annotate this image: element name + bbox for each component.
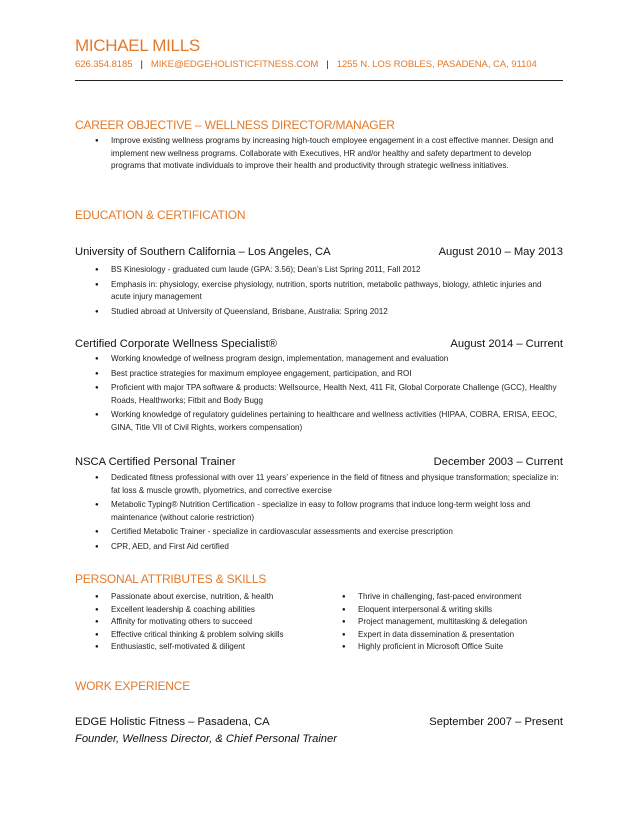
header-divider [75, 80, 563, 81]
list-item: ● Emphasis in: physiology, exercise physiology, nutrition, sports nutrition, metabolic pathways, biology, athletic injuries and acute injury management [95, 279, 563, 304]
job-role: Founder, Wellness Director, & Chief Personal Trainer [75, 733, 337, 745]
list-item: ● Highly proficient in Microsoft Office Suite [342, 641, 527, 654]
section-heading-objective: CAREER OBJECTIVE – WELLNESS DIRECTOR/MANAGER [75, 118, 395, 132]
list-item: ● Affinity for motivating others to succeed [95, 616, 284, 629]
skills-columns [95, 591, 563, 661]
contact-line [75, 59, 537, 70]
list-item: ● Passionate about exercise, nutrition, & health [95, 591, 284, 604]
list-item: ● BS Kinesiology - graduated cum laude (GPA: 3.56); Dean’s List Spring 2011, Fall 2012 [95, 264, 563, 277]
contact-separator: | [326, 59, 329, 70]
list-item: ● Dedicated fitness professional with over 11 years’ experience in the field of fitness and physique transformation; specialize in: fat loss & muscle growth, plyometrics, and corrective exercise [95, 472, 563, 497]
entry-edge-holistic [75, 716, 563, 728]
contact-separator: | [140, 59, 143, 70]
phone-number: 626.354.8185 [75, 59, 133, 70]
entry-title: Certified Corporate Wellness Specialist® [75, 338, 278, 350]
entry-title: EDGE Holistic Fitness – Pasadena, CA [75, 716, 270, 728]
mailing-address: 1255 N. LOS ROBLES, PASADENA, CA, 91104 [336, 59, 537, 70]
entry-title: University of Southern California – Los Angeles, CA [75, 246, 331, 258]
list-item: ● Best practice strategies for maximum employee engagement, participation, and ROI [95, 368, 563, 381]
entry-date: August 2010 – May 2013 [438, 246, 563, 258]
section-heading-attributes: PERSONAL ATTRIBUTES & SKILLS [75, 572, 267, 586]
list-item: ● Studied abroad at University of Queensland, Brisbane, Australia: Spring 2012 [95, 306, 563, 319]
list-item: ● Certified Metabolic Trainer - specialize in cardiovascular assessments and exercise prescription [95, 526, 563, 539]
list-item: ● Expert in data dissemination & presentation [342, 629, 527, 642]
list-item: ● Thrive in challenging, fast-paced environment [342, 591, 527, 604]
resume-name: MICHAEL MILLS [75, 36, 200, 55]
email-address: MIKE@EDGEHOLISTICFITNESS.COM [150, 59, 319, 70]
list-item: ● Working knowledge of wellness program design, implementation, management and evaluation [95, 353, 563, 366]
section-heading-education: EDUCATION & CERTIFICATION [75, 208, 246, 222]
objective-list [95, 135, 563, 175]
entry-date: August 2014 – Current [450, 338, 563, 350]
list-item: ● Improve existing wellness programs by increasing high-touch employee engagement in a cost effective manner. Design and implement new wellness programs. Collaborate with Executives, HR and/or healthy and safety department to develop programs that motivate individuals to improve their health and productivity through strategic wellness initiatives. [95, 135, 563, 173]
entry-title: NSCA Certified Personal Trainer [75, 456, 236, 468]
entry-date: September 2007 – Present [429, 716, 563, 728]
usc-list [95, 264, 563, 320]
section-heading-work: WORK EXPERIENCE [75, 679, 191, 693]
list-item: ● Eloquent interpersonal & writing skills [342, 604, 527, 617]
wellness-specialist-list [95, 353, 563, 436]
list-item: ● Excellent leadership & coaching abilities [95, 604, 284, 617]
entry-usc [75, 246, 563, 258]
list-item: ● Proficient with major TPA software & products: Wellsource, Health Next, 411 Fit, Global Corporate Challenge (GCC), Healthy Roads, Healthworks; Fitbit and Body Bugg [95, 382, 563, 407]
list-item: ● Working knowledge of regulatory guidelines pertaining to healthcare and wellness activities (HIPAA, COBRA, ERISA, EEOC, GINA, Title VII of Civil Rights, workers compensation) [95, 409, 563, 434]
list-item: ● Metabolic Typing® Nutrition Certification - specialize in easy to follow programs that induce long-term weight loss and maintenance (without calorie restriction) [95, 499, 563, 524]
entry-wellness-specialist [75, 338, 563, 350]
list-item: ● CPR, AED, and First Aid certified [95, 541, 563, 554]
list-item: ● Enthusiastic, self-motivated & diligent [95, 641, 284, 654]
entry-date: December 2003 – Current [433, 456, 563, 468]
entry-nsca [75, 456, 563, 468]
nsca-list [95, 472, 563, 555]
list-item: ● Project management, multitasking & delegation [342, 616, 527, 629]
skills-list-left [95, 591, 284, 654]
list-item: ● Effective critical thinking & problem solving skills [95, 629, 284, 642]
skills-list-right [342, 591, 527, 654]
